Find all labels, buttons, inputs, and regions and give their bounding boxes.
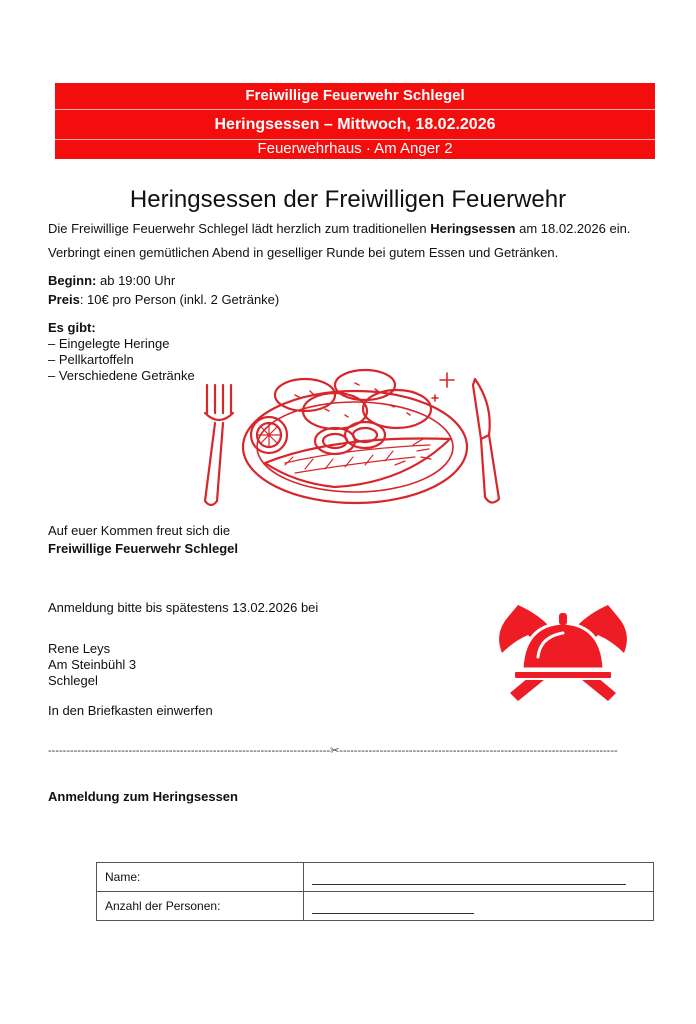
contact-address [48, 641, 136, 689]
menu-item: – Pellkartoffeln [48, 352, 134, 367]
form-row-persons [97, 892, 654, 921]
menu-list [48, 320, 195, 384]
name-line[interactable] [312, 870, 626, 885]
closing-org [48, 541, 238, 557]
closing-line: Auf euer Kommen freut sich die [48, 523, 231, 538]
evening-text: Verbringt einen gemütlichen Abend in geselliger Runde bei gutem Essen und Getränken. [48, 245, 559, 260]
price-label: Preis [48, 292, 80, 307]
banner-location: Feuerwehrhaus · Am Anger 2 [257, 140, 453, 157]
registration-form [96, 862, 654, 921]
banner-org: Freiwillige Feuerwehr Schlegel [55, 83, 655, 110]
menu-item: – Eingelegte Heringe [48, 336, 170, 351]
persons-field[interactable] [304, 892, 654, 921]
contact-name: Rene Leys [48, 641, 111, 656]
closing-org-name: Freiwillige Feuerwehr Schlegel [48, 541, 239, 556]
intro-paragraph [48, 221, 630, 237]
name-label: Name: [97, 863, 304, 892]
contact-street: Am Steinbühl 3 [48, 657, 137, 672]
header-banner [55, 83, 655, 159]
start-line [48, 273, 175, 289]
form-heading: Anmeldung zum Heringsessen [48, 789, 238, 804]
persons-label: Anzahl der Personen: [97, 892, 304, 921]
contact-town: Schlegel [48, 673, 98, 688]
banner-event: Heringsessen – Mittwoch, 18.02.2026 [55, 110, 655, 140]
intro-bold: Heringsessen [430, 221, 516, 236]
menu-item: – Verschiedene Getränke [48, 368, 195, 383]
menu-heading: Es gibt: [48, 320, 96, 335]
persons-line[interactable] [312, 899, 474, 914]
price-value: : 10€ pro Person (inkl. 2 Getränke) [79, 292, 280, 307]
scissors-icon: ✂ [330, 745, 340, 757]
start-value: ab 19:00 Uhr [96, 273, 176, 288]
cut-line: -----------------------------------------------------------------------------✂---------------------------------------------------------------------------- [48, 745, 618, 757]
fire-brigade-helmet-logo [488, 597, 638, 705]
intro-text-end: am 18.02.2026 ein. [515, 221, 631, 236]
drop-note: In den Briefkasten einwerfen [48, 703, 213, 718]
intro-text-start: Die Freiwillige Feuerwehr Schlegel lädt herzlich zum traditionellen [48, 221, 431, 236]
form-heading-line [48, 789, 238, 805]
form-row-name [97, 863, 654, 892]
registration-deadline: Anmeldung bitte bis spätestens 13.02.2026 bei [48, 600, 319, 615]
price-line [48, 292, 279, 308]
page-title: Heringsessen der Freiwilligen Feuerwehr [129, 186, 567, 213]
start-label: Beginn: [48, 273, 97, 288]
herring-plate-illustration [185, 365, 525, 525]
name-field[interactable] [304, 863, 654, 892]
